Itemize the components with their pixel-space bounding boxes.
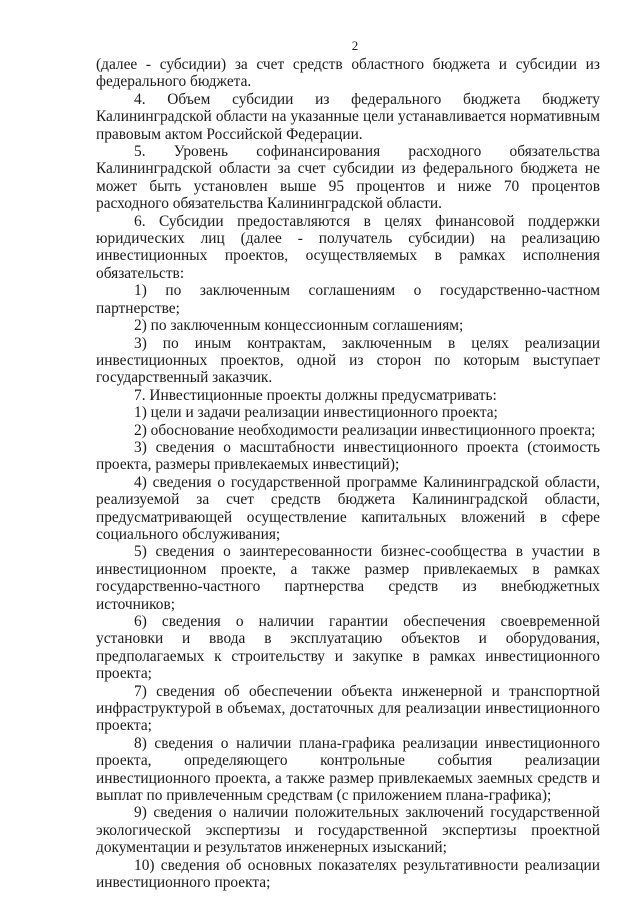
list-item-7-3: 3) сведения о масштабности инвестиционного проекта (стоимость проекта, размеры привлекаемых инвестиций); [96,438,600,474]
paragraph-4-subsidy-volume: 4. Объем субсидии из федерального бюджета бюджету Калининградской области на указанные цели устанавливается нормативным правовым актом Российской Федерации. [96,90,600,143]
paragraph-6-subsidy-purpose: 6. Субсидии предоставляются в целях финансовой поддержки юридических лиц (далее - получатель субсидии) на реализацию инвестиционных проектов, осуществляемых в рамках исполнения обязательств: [96,212,600,282]
list-item-7-5: 5) сведения о заинтересованности бизнес-сообщества в участии в инвестиционном проекте, а также размер привлекаемых в рамках государственно-частного партнерства средств из внебюджетных источников; [96,543,600,613]
paragraph-5-cofinancing-level: 5. Уровень софинансирования расходного обязательства Калининградской области за счет субсидии из федерального бюджета не может быть установлен выше 95 процентов и ниже 70 процентов расходного обязательства Калининградской области. [96,143,600,213]
list-item-7-9: 9) сведения о наличии положительных заключений государственной экологической экспертизы и государственной экспертизы проектной документации и результатов инженерных изысканий; [96,804,600,857]
list-item-7-10: 10) сведения об основных показателях результативности реализации инвестиционного проекта; [96,856,600,892]
list-item-7-8: 8) сведения о наличии плана-графика реализации инвестиционного проекта, определяющего контрольные события реализации инвестиционного проекта, а также размер привлекаемых заемных средств и выплат по привлеченным средствам (с приложением плана-графика); [96,734,600,805]
list-item-7-7: 7) сведения об обеспечении объекта инженерной и транспортной инфраструктурой в объемах, достаточных для реализации инвестиционного проекта; [96,682,600,735]
list-item-6-1: 1) по заключенным соглашениям о государственно-частном партнерстве; [96,282,600,317]
list-item-6-2: 2) по заключенным концессионным соглашениям; [134,317,464,335]
page-number: 2 [351,38,359,53]
list-item-7-4: 4) сведения о государственной программе Калининградской области, реализуемой за счет средств бюджета Калининградской области, предусматривающей осуществление капитальных вложений в сфере социального обслуживания; [96,473,600,543]
list-item-7-6: 6) сведения о наличии гарантии обеспечения своевременной установки и ввода в эксплуатацию объектов и оборудования, предполагаемых к строительству и закупке в рамках инвестиционного проекта; [96,613,600,683]
list-item-7-1: 1) цели и задачи реализации инвестиционного проекта; [134,404,498,422]
list-item-6-3: 3) по иным контрактам, заключенным в целях реализации инвестиционных проектов, одной из сторон по которым выступает государственный заказчик. [96,334,600,387]
list-item-7-2: 2) обоснование необходимости реализации инвестиционного проекта; [134,421,596,439]
paragraph-continuation: (далее - субсидии) за счет средств областного бюджета и субсидии из федерального бюджета. [96,56,600,91]
paragraph-7-project-requirements: 7. Инвестиционные проекты должны предусматривать: [134,386,497,404]
